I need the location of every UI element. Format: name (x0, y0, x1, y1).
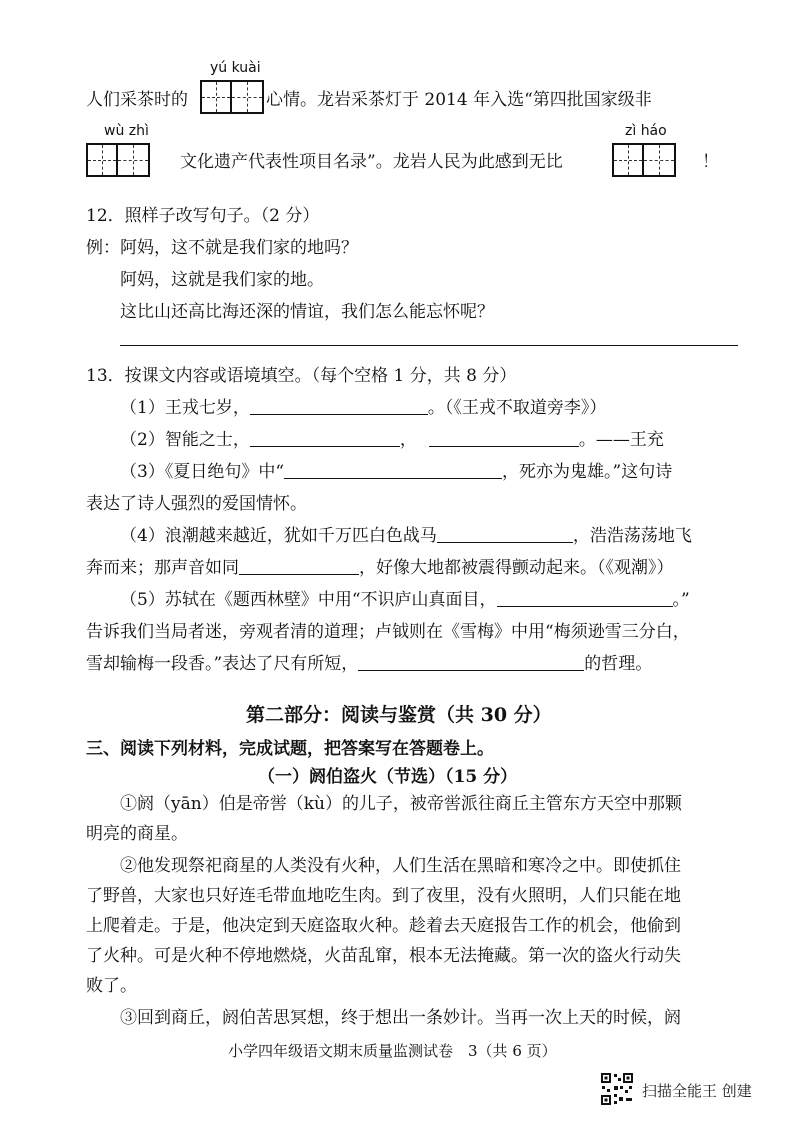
q13-title: 13．按课文内容或语境填空。（每个空格 1 分，共 8 分） (86, 366, 517, 386)
q11-line2-end: ！ (702, 152, 719, 172)
q13-item5 (120, 588, 690, 612)
scanner-watermark-text: 扫描全能王 创建 (642, 1082, 752, 1100)
q13-item3-blank[interactable] (284, 460, 502, 479)
q13-item3-text-b: ，死亦为鬼雄。”这句诗 (502, 462, 673, 482)
passage-p3-line1: ③回到商丘，阏伯苦思冥想，终于想出一条妙计。当再一次上天的时候，阏 (120, 1008, 681, 1028)
writing-box-yukuai[interactable] (200, 80, 264, 114)
q12-question: 这比山还高比海还深的情谊，我们怎么能忘怀呢？ (120, 302, 494, 322)
passage-p2-line4: 了火种。可是火种不停地燃烧，火苗乱窜，根本无法掩藏。第一次的盗火行动失 (86, 946, 681, 966)
q13-item4-text-d: ，好像大地都被震得颤动起来。（《观潮》） (359, 558, 674, 578)
q12-answer-line[interactable] (120, 345, 738, 346)
pinyin-wuzhi: wù zhì (104, 123, 149, 139)
q13-item3 (120, 460, 672, 484)
q13-item5-text-e: 的哲理。 (584, 654, 653, 674)
q13-item2 (120, 428, 664, 452)
q12-title: 12．照样子改写句子。（2 分） (86, 206, 320, 226)
q13-item2-text-c: 。——王充 (578, 430, 664, 450)
q13-item4-text-c: 奔而来；那声音如同 (86, 558, 239, 578)
q13-item1-text-b: 。（《王戎不取道旁李》） (427, 398, 607, 418)
q13-item5-blank-1[interactable] (497, 588, 673, 607)
section3-heading: 三、阅读下列材料，完成试题，把答案写在答题卷上。 (86, 739, 494, 759)
q13-item5-text-d: 雪却输梅一段香。”表达了尺有所短， (86, 654, 359, 674)
q13-item1-text-a: （1）王戎七岁， (120, 398, 250, 418)
q11-line1-text: 人们采茶时的 (86, 90, 188, 110)
q13-item2-blank-1[interactable] (250, 428, 400, 447)
passage-p1-line1: ①阏（yān）伯是帝喾（kù）的儿子，被帝喾派往商丘主管东方天空中那颗 (120, 794, 682, 814)
passage-p2-line5: 败了。 (86, 976, 137, 996)
qr-code-icon (600, 1072, 634, 1106)
q13-item2-text-a: （2）智能之士， (120, 430, 250, 450)
q13-item2-text-b: ， (399, 430, 417, 450)
q13-item1 (120, 396, 606, 420)
q11-line1-after: 心情。龙岩采茶灯于 2014 年入选“第四批国家级非 (266, 90, 652, 110)
q11-line2-text: 文化遗产代表性项目名录”。龙岩人民为此感到无比 (180, 152, 563, 172)
passage-p2-line2: 了野兽，大家也只好连毛带血地吃生肉。到了夜里，没有火照明，人们只能在地 (86, 886, 681, 906)
pinyin-yukuai: yú kuài (210, 60, 261, 76)
page-footer: 小学四年级语文期末质量监测试卷 3（共 6 页） (228, 1042, 557, 1060)
q13-item3-cont: 表达了诗人强烈的爱国情怀。 (86, 494, 307, 514)
writing-box-zihao[interactable] (612, 143, 676, 177)
writing-box-wuzhi[interactable] (86, 143, 150, 177)
passage-title: （一）阏伯盗火（节选）（15 分） (258, 767, 518, 787)
passage-p2-line3: 上爬着走。于是，他决定到天庭盗取火种。趁着去天庭报告工作的机会，他偷到 (86, 916, 681, 936)
q13-item4-cont (86, 556, 674, 580)
q13-item4 (120, 524, 692, 548)
q12-example: 例：阿妈，这不就是我们家的地吗？ (86, 238, 358, 258)
passage-p2-line1: ②他发现祭祀商星的人类没有火种，人们生活在黑暗和寒冷之中。即使抓住 (120, 856, 681, 876)
q13-item5-text-a: （5）苏轼在《题西林壁》中用“不识庐山真面目， (120, 590, 497, 610)
q13-item5-cont2 (86, 652, 652, 676)
part2-heading: 第二部分：阅读与鉴赏（共 30 分） (246, 704, 552, 726)
q13-item3-text-a: （3）《夏日绝句》中“ (120, 462, 285, 482)
passage-p1-line2: 明亮的商星。 (86, 824, 188, 844)
q13-item4-blank-2[interactable] (239, 556, 359, 575)
q12-example-answer: 阿妈，这就是我们家的地。 (120, 270, 324, 290)
q13-item5-text-b: 。” (672, 590, 690, 610)
q13-item4-blank-1[interactable] (437, 524, 573, 543)
q13-item2-blank-2[interactable] (429, 428, 579, 447)
q13-item5-blank-2[interactable] (358, 652, 584, 671)
q13-item4-text-b: ，浩浩荡荡地飞 (572, 526, 692, 546)
q13-item4-text-a: （4）浪潮越来越近，犹如千万匹白色战马 (120, 526, 437, 546)
pinyin-zihao: zì háo (625, 123, 667, 139)
q13-item1-blank[interactable] (250, 396, 428, 415)
q13-item5-cont1: 告诉我们当局者迷，旁观者清的道理；卢钺则在《雪梅》中用“梅须逊雪三分白， (86, 622, 690, 642)
